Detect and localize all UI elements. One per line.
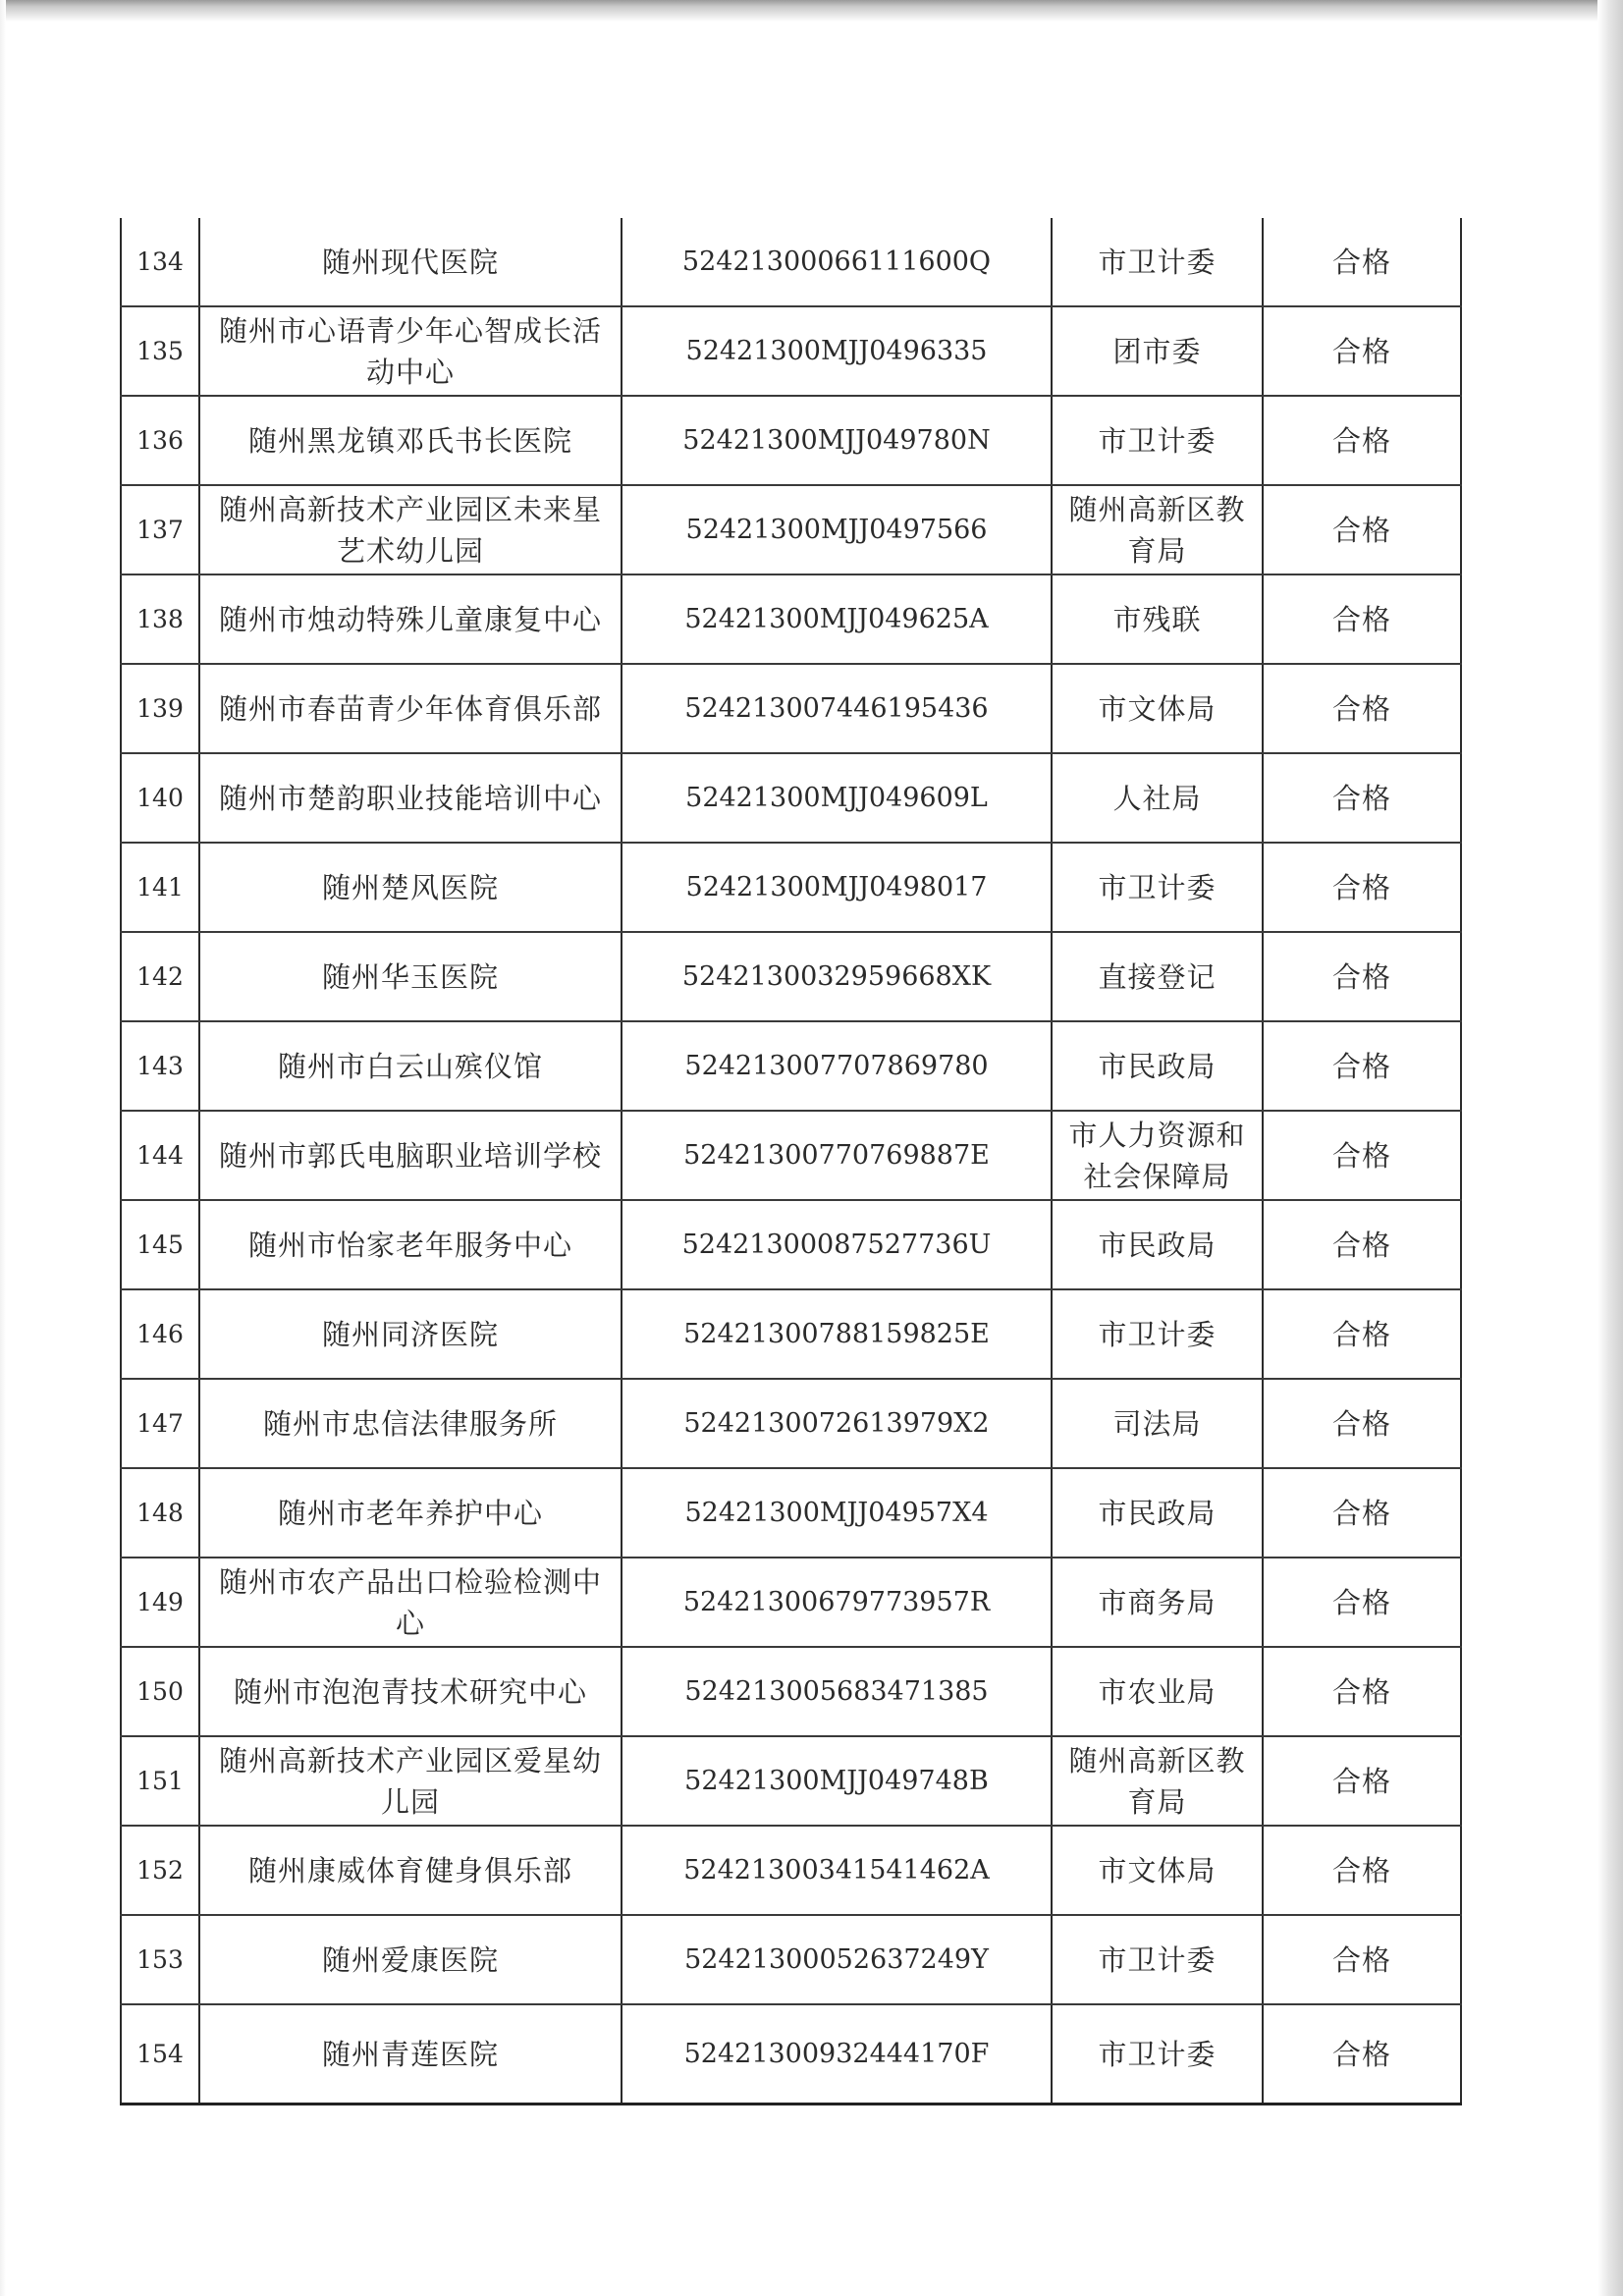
table-row — [121, 1289, 1461, 1379]
authority-cell: 市卫计委 — [1052, 1915, 1263, 2004]
authority-cell: 市人力资源和社会保障局 — [1052, 1111, 1263, 1200]
inspection-result-cell: 合格 — [1263, 1111, 1461, 1200]
row-number-cell: 137 — [121, 485, 199, 574]
inspection-result-cell: 合格 — [1263, 753, 1461, 843]
authority-cell: 市民政局 — [1052, 1200, 1263, 1289]
table-row — [121, 485, 1461, 574]
credit-code-cell: 52421300679773957R — [622, 1558, 1052, 1647]
authority-cell: 市民政局 — [1052, 1468, 1263, 1558]
authority-cell: 市文体局 — [1052, 664, 1263, 753]
credit-code-cell: 52421300MJJ0497566 — [622, 485, 1052, 574]
authority-cell: 团市委 — [1052, 306, 1263, 396]
organization-name-cell: 随州市心语青少年心智成长活动中心 — [199, 306, 622, 396]
inspection-result-cell: 合格 — [1263, 1468, 1461, 1558]
organization-name-cell: 随州市泡泡青技术研究中心 — [199, 1647, 622, 1736]
credit-code-cell: 52421300MJJ0498017 — [622, 843, 1052, 932]
row-number-cell: 135 — [121, 306, 199, 396]
credit-code-cell: 524213005683471385 — [622, 1647, 1052, 1736]
row-number-cell: 151 — [121, 1736, 199, 1826]
row-number-cell: 134 — [121, 218, 199, 306]
table-row — [121, 1021, 1461, 1111]
credit-code-cell: 52421300MJJ049780N — [622, 396, 1052, 485]
table-row — [121, 932, 1461, 1021]
table-row — [121, 396, 1461, 485]
table-row — [121, 1826, 1461, 1915]
table-row — [121, 1200, 1461, 1289]
credit-code-cell: 52421300MJJ049625A — [622, 574, 1052, 664]
authority-cell: 市卫计委 — [1052, 1289, 1263, 1379]
credit-code-cell: 5242130072613979X2 — [622, 1379, 1052, 1468]
credit-code-cell: 524213007446195436 — [622, 664, 1052, 753]
inspection-result-cell: 合格 — [1263, 574, 1461, 664]
row-number-cell: 136 — [121, 396, 199, 485]
organization-name-cell: 随州康威体育健身俱乐部 — [199, 1826, 622, 1915]
organization-name-cell: 随州市农产品出口检验检测中心 — [199, 1558, 622, 1647]
credit-code-cell: 52421300770769887E — [622, 1111, 1052, 1200]
organization-name-cell: 随州市春苗青少年体育俱乐部 — [199, 664, 622, 753]
organization-name-cell: 随州市楚韵职业技能培训中心 — [199, 753, 622, 843]
table-row — [121, 2004, 1461, 2105]
table-row — [121, 664, 1461, 753]
row-number-cell: 146 — [121, 1289, 199, 1379]
inspection-result-cell: 合格 — [1263, 1915, 1461, 2004]
credit-code-cell: 52421300066111600Q — [622, 218, 1052, 306]
inspection-result-cell: 合格 — [1263, 218, 1461, 306]
inspection-result-cell: 合格 — [1263, 932, 1461, 1021]
credit-code-cell: 52421300MJJ049748B — [622, 1736, 1052, 1826]
authority-cell: 市卫计委 — [1052, 218, 1263, 306]
credit-code-cell: 5242130032959668XK — [622, 932, 1052, 1021]
authority-cell: 市残联 — [1052, 574, 1263, 664]
organization-name-cell: 随州青莲医院 — [199, 2004, 622, 2105]
organization-name-cell: 随州市郭氏电脑职业培训学校 — [199, 1111, 622, 1200]
credit-code-cell: 52421300087527736U — [622, 1200, 1052, 1289]
inspection-result-cell: 合格 — [1263, 843, 1461, 932]
table-row — [121, 1558, 1461, 1647]
row-number-cell: 150 — [121, 1647, 199, 1736]
inspection-result-cell: 合格 — [1263, 664, 1461, 753]
scan-right-edge — [1597, 0, 1623, 2296]
credit-code-cell: 524213007707869780 — [622, 1021, 1052, 1111]
credit-code-cell: 52421300MJJ0496335 — [622, 306, 1052, 396]
table-row — [121, 574, 1461, 664]
table-row — [121, 1736, 1461, 1826]
credit-code-cell: 52421300MJJ049609L — [622, 753, 1052, 843]
organization-name-cell: 随州市忠信法律服务所 — [199, 1379, 622, 1468]
inspection-result-cell: 合格 — [1263, 1736, 1461, 1826]
table-row — [121, 306, 1461, 396]
row-number-cell: 148 — [121, 1468, 199, 1558]
authority-cell: 人社局 — [1052, 753, 1263, 843]
inspection-result-cell: 合格 — [1263, 1379, 1461, 1468]
organization-name-cell: 随州市怡家老年服务中心 — [199, 1200, 622, 1289]
organization-name-cell: 随州市烛动特殊儿童康复中心 — [199, 574, 622, 664]
inspection-results-table — [120, 218, 1462, 2105]
authority-cell: 市文体局 — [1052, 1826, 1263, 1915]
table-row — [121, 218, 1461, 306]
organization-name-cell: 随州爱康医院 — [199, 1915, 622, 2004]
row-number-cell: 141 — [121, 843, 199, 932]
row-number-cell: 140 — [121, 753, 199, 843]
row-number-cell: 145 — [121, 1200, 199, 1289]
table-row — [121, 753, 1461, 843]
row-number-cell: 138 — [121, 574, 199, 664]
row-number-cell: 153 — [121, 1915, 199, 2004]
row-number-cell: 139 — [121, 664, 199, 753]
inspection-result-cell: 合格 — [1263, 1021, 1461, 1111]
row-number-cell: 149 — [121, 1558, 199, 1647]
row-number-cell: 154 — [121, 2004, 199, 2105]
inspection-result-cell: 合格 — [1263, 2004, 1461, 2105]
inspection-result-cell: 合格 — [1263, 1289, 1461, 1379]
table-row — [121, 1647, 1461, 1736]
table-row — [121, 1915, 1461, 2004]
row-number-cell: 143 — [121, 1021, 199, 1111]
table-row — [121, 1379, 1461, 1468]
credit-code-cell: 52421300788159825E — [622, 1289, 1052, 1379]
row-number-cell: 144 — [121, 1111, 199, 1200]
authority-cell: 司法局 — [1052, 1379, 1263, 1468]
organization-name-cell: 随州现代医院 — [199, 218, 622, 306]
row-number-cell: 147 — [121, 1379, 199, 1468]
organization-name-cell: 随州市白云山殡仪馆 — [199, 1021, 622, 1111]
table-row — [121, 1468, 1461, 1558]
inspection-result-cell: 合格 — [1263, 1200, 1461, 1289]
authority-cell: 市卫计委 — [1052, 396, 1263, 485]
row-number-cell: 142 — [121, 932, 199, 1021]
organization-name-cell: 随州同济医院 — [199, 1289, 622, 1379]
organization-name-cell: 随州黑龙镇邓氏书长医院 — [199, 396, 622, 485]
organization-name-cell: 随州华玉医院 — [199, 932, 622, 1021]
inspection-result-cell: 合格 — [1263, 306, 1461, 396]
authority-cell: 市商务局 — [1052, 1558, 1263, 1647]
authority-cell: 市卫计委 — [1052, 2004, 1263, 2105]
organization-name-cell: 随州高新技术产业园区爱星幼儿园 — [199, 1736, 622, 1826]
inspection-result-cell: 合格 — [1263, 1558, 1461, 1647]
scan-top-edge — [0, 0, 1623, 22]
row-number-cell: 152 — [121, 1826, 199, 1915]
credit-code-cell: 52421300341541462A — [622, 1826, 1052, 1915]
table-row — [121, 1111, 1461, 1200]
authority-cell: 随州高新区教育局 — [1052, 1736, 1263, 1826]
authority-cell: 随州高新区教育局 — [1052, 485, 1263, 574]
authority-cell: 市民政局 — [1052, 1021, 1263, 1111]
inspection-result-cell: 合格 — [1263, 1647, 1461, 1736]
credit-code-cell: 52421300MJJ04957X4 — [622, 1468, 1052, 1558]
organization-name-cell: 随州楚风医院 — [199, 843, 622, 932]
authority-cell: 市农业局 — [1052, 1647, 1263, 1736]
table-row — [121, 843, 1461, 932]
credit-code-cell: 52421300932444170F — [622, 2004, 1052, 2105]
scan-left-edge — [0, 0, 6, 2296]
inspection-result-cell: 合格 — [1263, 1826, 1461, 1915]
authority-cell: 市卫计委 — [1052, 843, 1263, 932]
authority-cell: 直接登记 — [1052, 932, 1263, 1021]
inspection-result-cell: 合格 — [1263, 485, 1461, 574]
inspection-result-cell: 合格 — [1263, 396, 1461, 485]
credit-code-cell: 52421300052637249Y — [622, 1915, 1052, 2004]
organization-name-cell: 随州高新技术产业园区未来星艺术幼儿园 — [199, 485, 622, 574]
table-body — [121, 218, 1461, 2105]
organization-name-cell: 随州市老年养护中心 — [199, 1468, 622, 1558]
